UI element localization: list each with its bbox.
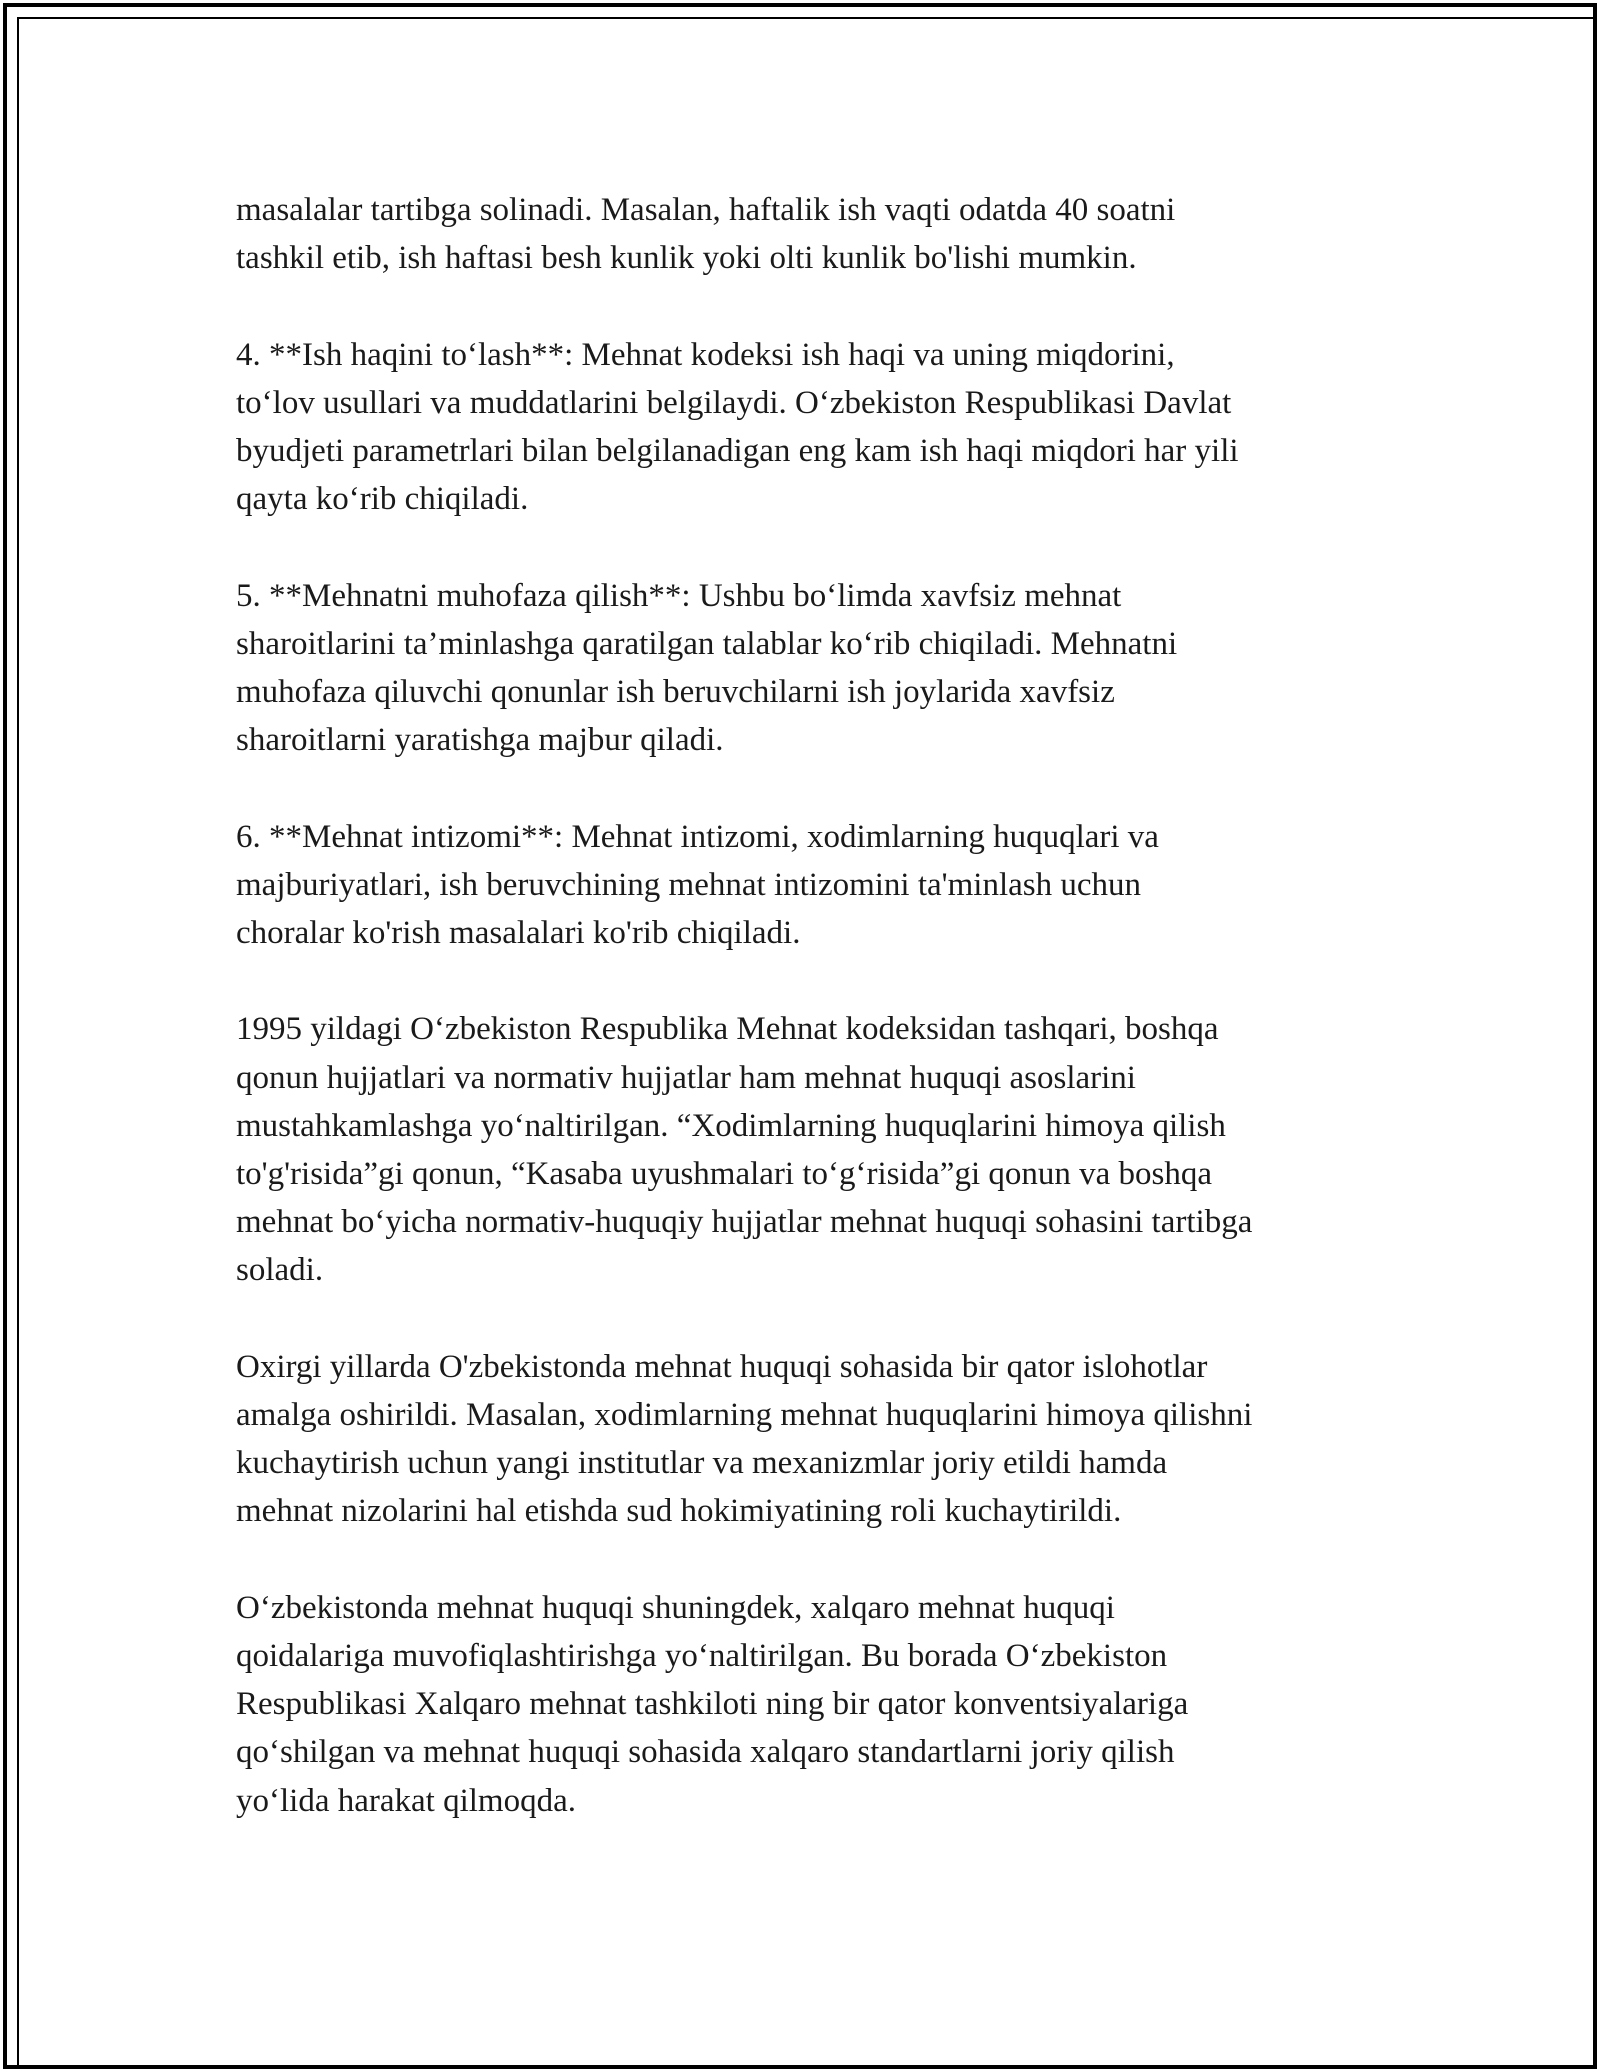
paragraph-labor-protection	[236, 572, 1396, 765]
document-body	[236, 186, 1396, 1873]
text-line: qayta ko‘rib chiqiladi.	[236, 481, 529, 518]
paragraph-recent-reforms	[236, 1343, 1396, 1536]
paragraph-other-legislation	[236, 1005, 1396, 1294]
text-line: Respublikasi Xalqaro mehnat tashkiloti ning bir qator konventsiyalariga	[236, 1686, 1189, 1723]
text-line: qo‘shilgan va mehnat huquqi sohasida xalqaro standartlarni joriy qilish	[236, 1734, 1175, 1771]
text-line: amalga oshirildi. Masalan, xodimlarning mehnat huquqlarini himoya qilishni	[236, 1397, 1253, 1433]
text-line: sharoitlarni yaratishga majbur qiladi.	[236, 722, 724, 759]
text-line: masalalar tartibga solinadi. Masalan, haftalik ish vaqti odatda 40 soatni	[236, 192, 1176, 228]
text-line: soladi.	[236, 1252, 324, 1289]
paragraph-international-standards	[236, 1584, 1396, 1825]
text-line: tashkil etib, ish haftasi besh kunlik yoki olti kunlik bo'lishi mumkin.	[236, 240, 1137, 277]
text-line: 5. **Mehnatni muhofaza qilish**: Ushbu bo‘limda xavfsiz mehnat	[236, 577, 1122, 614]
text-line: choralar ko'rish masalalari ko'rib chiqiladi.	[236, 915, 801, 951]
text-line: qonun hujjatlari va normativ hujjatlar ham mehnat huquqi asoslarini	[236, 1059, 1136, 1096]
text-line: O‘zbekistonda mehnat huquqi shuningdek, xalqaro mehnat huquqi	[236, 1589, 1115, 1626]
text-line: to'g'risida”gi qonun, “Kasaba uyushmalari to‘g‘risida”gi qonun va boshqa	[236, 1156, 1212, 1192]
text-line: mehnat nizolarini hal etishda sud hokimiyatining roli kuchaytirildi.	[236, 1493, 1122, 1530]
text-line: majburiyatlari, ish beruvchining mehnat intizomini ta'minlash uchun	[236, 866, 1142, 903]
text-line: to‘lov usullari va muddatlarini belgilaydi. O‘zbekiston Respublikasi Davlat	[236, 384, 1232, 421]
text-line: 4. **Ish haqini to‘lash**: Mehnat kodeksi ish haqi va uning miqdorini,	[236, 336, 1175, 373]
text-line: muhofaza qiluvchi qonunlar ish beruvchilarni ish joylarida xavfsiz	[236, 674, 1115, 710]
text-line: 6. **Mehnat intizomi**: Mehnat intizomi, xodimlarning huquqlari va	[236, 818, 1159, 855]
text-line: yo‘lida harakat qilmoqda.	[236, 1782, 576, 1819]
paragraph-working-time-continued	[236, 186, 1396, 282]
text-line: mehnat bo‘yicha normativ-huquqiy hujjatlar mehnat huquqi sohasini tartibga	[236, 1204, 1253, 1241]
text-line: Oxirgi yillarda O'zbekistonda mehnat huquqi sohasida bir qator islohotlar	[236, 1348, 1208, 1385]
text-line: byudjeti parametrlari bilan belgilanadigan eng kam ish haqi miqdori har yili	[236, 433, 1239, 469]
text-line: 1995 yildagi O‘zbekiston Respublika Mehnat kodeksidan tashqari, boshqa	[236, 1011, 1219, 1048]
paragraph-labor-discipline	[236, 813, 1396, 958]
text-line: qoidalariga muvofiqlashtirishga yo‘naltirilgan. Bu borada O‘zbekiston	[236, 1638, 1168, 1674]
text-line: sharoitlarini ta’minlashga qaratilgan talablar ko‘rib chiqiladi. Mehnatni	[236, 625, 1178, 662]
text-line: kuchaytirish uchun yangi institutlar va mexanizmlar joriy etildi hamda	[236, 1445, 1168, 1482]
text-line: mustahkamlashga yo‘naltirilgan. “Xodimlarning huquqlarini himoya qilish	[236, 1107, 1226, 1144]
paragraph-wage-payment	[236, 331, 1396, 524]
